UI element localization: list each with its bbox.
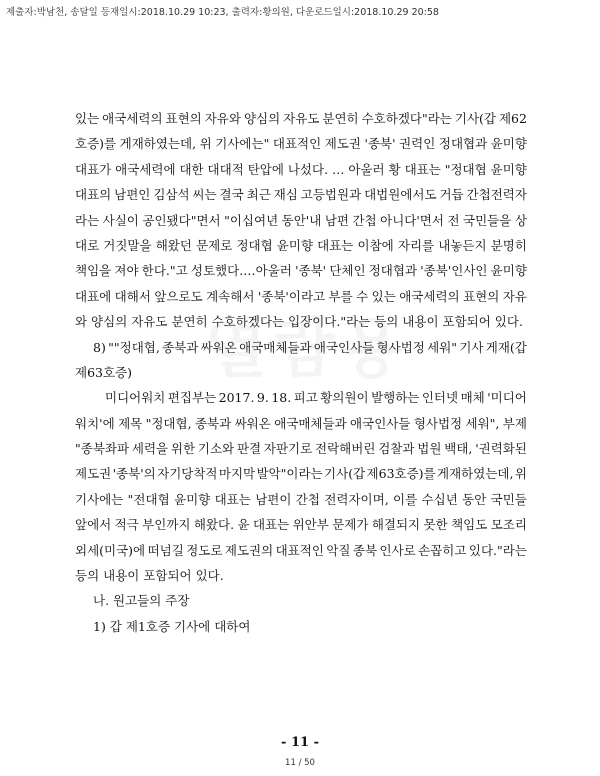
word: 해왔던 — [155, 237, 192, 253]
word: 자유와 — [204, 111, 241, 126]
word: 게재하였는데, — [437, 466, 514, 482]
word: 대표는 — [404, 161, 441, 177]
word: 대한 — [179, 161, 204, 177]
word: 결국 — [219, 187, 244, 203]
word: '미디어 — [487, 390, 527, 406]
word: 위 — [199, 136, 212, 152]
word: 윤미향 — [490, 263, 527, 279]
word: 정대협과 — [368, 263, 418, 279]
word: 제도권 — [75, 466, 112, 482]
word: 문제가 — [332, 517, 369, 533]
word: 대로 — [75, 237, 100, 253]
word: 고등법원과 — [300, 187, 362, 203]
word: 단체인 — [329, 263, 366, 279]
word: 자유 — [502, 288, 527, 304]
word: 악질 — [326, 542, 351, 558]
word: 대표는 — [214, 491, 251, 507]
text-line — [75, 335, 527, 360]
word: 라는 — [75, 212, 100, 228]
word: 져야 — [114, 263, 139, 279]
word: 싸워온 — [234, 415, 271, 431]
word: 제도권 — [324, 136, 361, 152]
word: 위안부 — [292, 517, 329, 533]
word: 부인까지 — [142, 517, 191, 533]
text-line — [75, 385, 527, 410]
word: "전대협 — [127, 491, 170, 507]
word: "이십여년 — [224, 212, 279, 228]
text-line — [75, 284, 527, 309]
word: 제63호증)를 — [366, 466, 436, 482]
word: 정대협 — [236, 237, 273, 253]
line-text: 와 양심의 자유도 분연히 수호하겠다는 입장이다."라는 등의 내용이 포함되어 있다. — [75, 314, 523, 330]
word: 수 — [356, 288, 369, 304]
word: 문제로 — [196, 237, 233, 253]
word: 거듭 — [439, 187, 464, 203]
word: 자유도 — [283, 111, 320, 126]
word: 형사법정 — [376, 339, 425, 355]
word: 판결 — [236, 441, 262, 457]
word: 게재하였는데, — [119, 136, 197, 152]
word: 이를 — [393, 491, 418, 507]
word: 자판기로 — [263, 441, 313, 457]
text-line — [75, 411, 527, 436]
line-text: 등의 내용이 포함되어 있다. — [75, 568, 224, 584]
word: 검찰과 — [378, 441, 415, 457]
word: 수십년 — [421, 491, 458, 507]
word: 워치'에 — [75, 415, 115, 431]
word: 계속해서 — [206, 288, 255, 304]
text-line — [75, 233, 527, 258]
page-number: - 11 - — [281, 735, 319, 750]
word: 성토했다.…아울러 — [190, 263, 292, 279]
word: 아울러 — [348, 161, 385, 177]
word: 정대협과 — [438, 136, 488, 152]
word: 모조리 — [490, 517, 527, 533]
word: 대표적인 — [275, 542, 324, 558]
word: 인사로 — [379, 542, 416, 558]
word: 자기당착적 — [157, 466, 218, 482]
word: 애국매체들과 — [239, 339, 312, 355]
word: '종북'이라고 — [257, 288, 326, 304]
line-text: 제63호증) — [75, 364, 133, 380]
word: 9. — [256, 390, 269, 406]
word: 게재(갑 — [485, 339, 527, 355]
word: 최근 — [246, 187, 271, 203]
word: 이참에 — [357, 237, 394, 253]
text-line — [75, 538, 527, 563]
word: 사실이 — [102, 212, 139, 228]
word: 인터넷 — [421, 390, 459, 406]
word: 윤미향 — [490, 161, 527, 177]
document-body — [75, 106, 527, 639]
word: '종북' — [364, 136, 396, 152]
document-header: 제출자:박남천, 송달일 등재일시:2018.10.29 10:23, 출력자:황의원, 다운로드일시:2018.10.29 20:58 — [6, 7, 439, 18]
text-line — [75, 360, 527, 385]
word: … — [331, 161, 345, 177]
word: 부제 — [502, 415, 527, 431]
word: "종북좌파 — [75, 441, 130, 457]
word: 윤미향 — [174, 491, 211, 507]
word: 황 — [388, 161, 401, 177]
word: 양심의 — [243, 111, 281, 126]
word: 기사(갑 — [454, 111, 496, 126]
word: 책임도 — [451, 517, 488, 533]
word: 애국세력의 — [102, 111, 163, 126]
text-line — [75, 106, 527, 131]
word: 세력을 — [131, 441, 169, 457]
word: 애국매체들과 — [274, 415, 347, 431]
word: "정대협 — [444, 161, 487, 177]
word: 제62 — [498, 111, 527, 126]
word: 백태, — [444, 441, 473, 457]
text-line — [75, 512, 527, 537]
word: 전력자이며, — [324, 491, 389, 507]
word: 적극 — [114, 517, 139, 533]
word: 거짓말을 — [103, 237, 152, 253]
word: 대해서 — [114, 288, 151, 304]
text-line — [75, 588, 527, 613]
word: 씨는 — [192, 187, 217, 203]
word: 남편 — [324, 212, 349, 228]
word: 애국세력에 — [115, 161, 176, 177]
word: 대표는 — [317, 237, 354, 253]
word: 분명히 — [490, 237, 527, 253]
word: 발악"이라는 — [256, 466, 323, 482]
word: 재심 — [273, 187, 298, 203]
word: 형사법정 — [413, 415, 463, 431]
word: 해왔다. — [193, 517, 235, 533]
word: ""정대협, — [108, 339, 160, 355]
word: 분연히 — [322, 111, 359, 126]
word: 종북 — [352, 542, 378, 558]
word: 아니다'면서 — [380, 212, 444, 228]
word: '종북'의 — [112, 466, 156, 482]
word: 기사 — [459, 339, 484, 355]
line-text: 나. 원고들의 주장 — [93, 593, 190, 609]
word: '종북'인사인 — [420, 263, 488, 279]
word: 2017. — [218, 390, 255, 406]
word: 부를 — [328, 288, 353, 304]
word: 기사(갑 — [324, 466, 366, 482]
word: 애국인사들 — [350, 415, 411, 431]
word: 못한 — [423, 517, 448, 533]
word: 손꼽히고 — [418, 542, 467, 558]
text-line — [75, 436, 527, 461]
word: 해결되지 — [371, 517, 421, 533]
word: 대표가 — [75, 161, 112, 177]
word: 싸워온 — [200, 339, 237, 355]
word: 탄압에 — [247, 161, 284, 177]
word: 발행하는 — [371, 390, 420, 406]
word: 있는 — [75, 111, 100, 126]
word: 윤미향 — [276, 237, 314, 253]
word: 호증)를 — [75, 136, 117, 152]
word: 한다."고 — [141, 263, 188, 279]
word: 대법원에서도 — [364, 187, 437, 203]
word: 종북과 — [162, 339, 199, 355]
word: 기사에는" — [215, 136, 270, 152]
word: '권력화된 — [475, 441, 527, 457]
word: 황의원이 — [320, 390, 369, 406]
word: 세워" — [427, 339, 458, 355]
word: 공인됐다"면서 — [142, 212, 221, 228]
text-line — [75, 258, 527, 283]
word: 미디어워치 — [105, 390, 166, 406]
word: 세워", — [465, 415, 500, 431]
word: 동안'내 — [281, 212, 322, 228]
word: 제도권의 — [224, 542, 274, 558]
word: 간첩 — [352, 212, 377, 228]
word: 동안 — [462, 491, 487, 507]
text-line — [75, 461, 527, 486]
text-line — [75, 131, 527, 156]
word: 전 — [447, 212, 460, 228]
word: 앞에서 — [75, 517, 112, 533]
text-line — [75, 614, 527, 639]
word: 책임을 — [75, 263, 112, 279]
word: 대대적 — [207, 161, 244, 177]
word: 김삼석 — [153, 187, 190, 203]
word: 대표적인 — [272, 136, 322, 152]
word: 있다."라는 — [468, 542, 527, 558]
word: 매체 — [460, 390, 485, 406]
word: '종북' — [295, 263, 327, 279]
word: 위한 — [170, 441, 196, 457]
word: 8) — [93, 339, 106, 355]
word: 권력인 — [399, 136, 436, 152]
text-line — [75, 563, 527, 588]
word: 국민들을 — [463, 212, 512, 228]
word: 윤미향 — [490, 136, 527, 152]
text-line — [75, 208, 527, 233]
word: 대표에 — [75, 288, 112, 304]
word: 제목 — [118, 415, 143, 431]
word: 위 — [514, 466, 527, 482]
page-count: 11 / 50 — [285, 758, 315, 768]
word: 18. — [271, 390, 292, 406]
word: 수호하겠다"라는 — [361, 111, 452, 126]
word: 떠넘길 — [147, 542, 184, 558]
word: 정도로 — [186, 542, 223, 558]
word: 마지막 — [218, 466, 256, 482]
word: 애국세력의 — [399, 288, 460, 304]
word: 앞으로도 — [154, 288, 203, 304]
word: 있는 — [371, 288, 396, 304]
text-line — [75, 182, 527, 207]
word: 법원 — [417, 441, 442, 457]
word: 표현의 — [463, 288, 500, 304]
word: 윤 — [237, 517, 250, 533]
text-line — [75, 157, 527, 182]
word: 표현의 — [165, 111, 202, 126]
word: 상 — [514, 212, 527, 228]
word: 편집부는 — [167, 390, 217, 406]
word: 전락해버린 — [315, 441, 376, 457]
word: 자리를 — [397, 237, 435, 253]
word: 남편인 — [114, 187, 151, 203]
line-text: 1) 갑 제1호증 기사에 대하여 — [93, 618, 251, 634]
text-line — [75, 309, 527, 334]
word: 대표의 — [75, 187, 112, 203]
word: 내놓든지 — [438, 237, 487, 253]
word: 종북과 — [194, 415, 232, 431]
word: "정대협, — [145, 415, 192, 431]
word: 간첩전력자 — [466, 187, 527, 203]
text-line — [75, 487, 527, 512]
word: 간첩 — [295, 491, 320, 507]
word: 국민들 — [490, 491, 527, 507]
word: 남편이 — [255, 491, 292, 507]
word: 애국인사들 — [313, 339, 375, 355]
word: 외세(미국)에 — [75, 542, 146, 558]
word: 나섰다. — [287, 161, 329, 177]
word: 대표는 — [252, 517, 290, 533]
word: 기사에는 — [75, 491, 124, 507]
word: 피고 — [293, 390, 318, 406]
word: 기소와 — [197, 441, 235, 457]
